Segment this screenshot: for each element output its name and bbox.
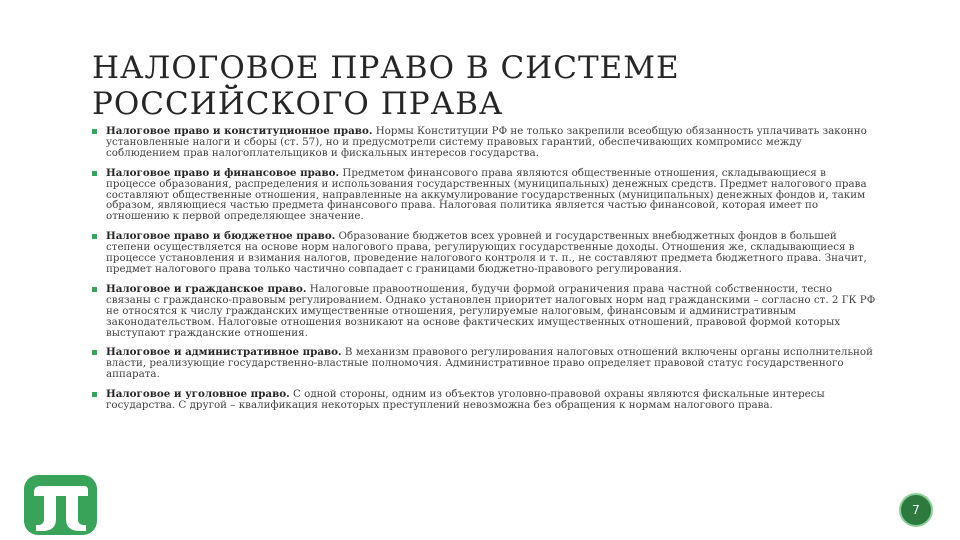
list-item [92, 231, 878, 275]
item-text: Налоговые правоотношения, будучи формой ограничения права частной собственности, тесно связаны с гражданско-правовым регулированием. Однако установлен приоритет налоговых норм над гражданскими – согласно ст. 2 ГК РФ не относятся к числу гражданских имущественные отношения, регулируемые налоговым, финансовым и административным законодательством. Налоговые отношения возникают на основе фактических имущественных отношений, правовой формой которых выступают гражданские отношения. [106, 282, 876, 339]
list-item [92, 347, 878, 380]
list-item [92, 126, 878, 159]
item-title: Налоговое право и бюджетное право. [106, 230, 336, 243]
item-text: Нормы Конституции РФ не только закрепили всеобщую обязанность уплачивать законно установленные налоги и сборы (ст. 57), но и предусмотрели систему правовых гарантий, обеспечивающих компромисс между соблюдением прав налогоплательщиков и фискальных интересов государства. [106, 125, 867, 159]
item-text: В механизм правового регулирования налоговых отношений включены органы исполнительной власти, реализующие государственно-властные полномочия. Административное право определяет правовой статус государственного аппарата. [106, 346, 873, 381]
item-title: Налоговое право и конституционное право. [106, 125, 373, 137]
pi-logo-icon [24, 475, 97, 535]
item-title: Налоговое право и финансовое право. [106, 166, 340, 179]
slide-title: НАЛОГОВОЕ ПРАВО В СИСТЕМЕ РОССИЙСКОГО ПРАВА [92, 50, 680, 122]
item-text: С одной стороны, одним из объектов уголовно-правовой охраны являются фискальные интересы государства. С другой – квалификация некоторых преступлений невозможна без обращения к нормам налогового права. [106, 388, 825, 412]
item-title: Налоговое и административное право. [106, 346, 342, 359]
list-item [92, 389, 878, 411]
bullet-square-icon [92, 350, 97, 355]
item-title: Налоговое и уголовное право. [106, 388, 290, 401]
bullet-square-icon [92, 129, 97, 134]
item-text: Предметом финансового права являются общественные отношения, складывающиеся в процессе образования, распределения и использования государственных (муниципальных) денежных средств. Предмет налогового права составляют общественные отношения, направленные на аккумулирование государственных (муниципальных) денежных фондов и, таким образом, являющиеся частью предмета финансового права. Налоговая политика является частью финансовой, которая имеет по отношению к первой определяющее значение. [106, 166, 867, 223]
bullet-square-icon [92, 392, 97, 397]
page-number: 7 [899, 493, 933, 527]
bullet-square-icon [92, 287, 97, 292]
item-text: Образование бюджетов всех уровней и государственных внебюджетных фондов в большей степени осуществляется на основе норм налогового права, регулирующих государственные доходы. Отношения же, складывающиеся в процессе установления и взимания налогов, проведение налогового контроля и т. п., не составляют предмета бюджетного права. Значит, предмет налогового права только частично совпадает с границами бюджетно-правового регулирования. [106, 230, 867, 275]
list-item [92, 284, 878, 339]
item-title: Налоговое и гражданское право. [106, 282, 307, 295]
bullet-square-icon [92, 234, 97, 239]
list-item [92, 168, 878, 223]
bullet-square-icon [92, 171, 97, 176]
bullet-list [92, 126, 878, 420]
